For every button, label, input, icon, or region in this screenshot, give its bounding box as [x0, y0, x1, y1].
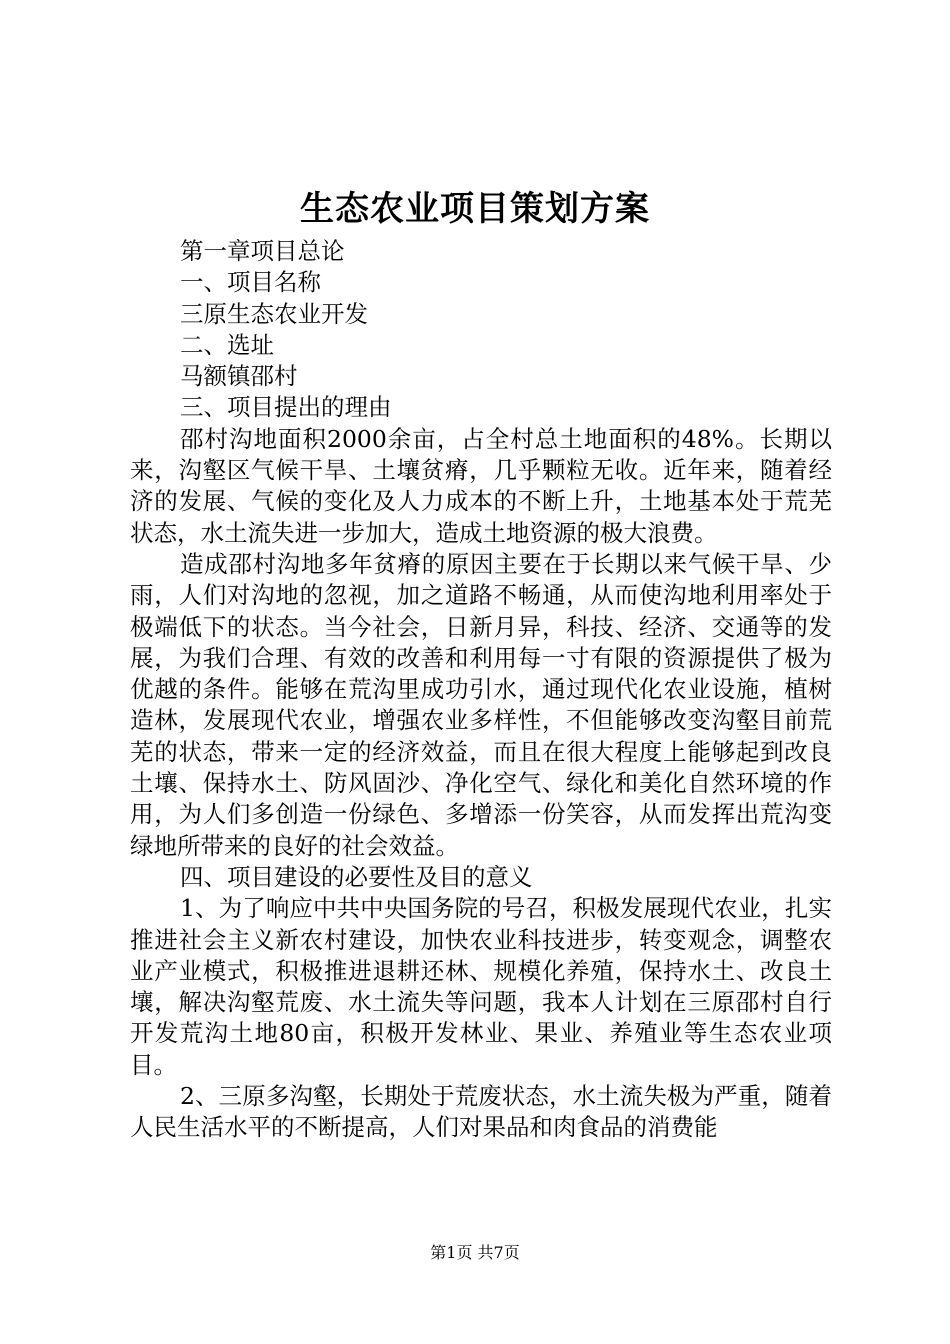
- section-heading-reason: 三、项目提出的理由: [180, 393, 392, 422]
- project-name-text: 三原生态农业开发: [180, 299, 368, 328]
- chapter-heading: 第一章项目总论: [180, 237, 345, 265]
- document-title: 生态农业项目策划方案: [300, 189, 650, 229]
- section-heading-project-name: 一、项目名称: [180, 268, 321, 297]
- page-footer: 第1页 共7页: [430, 1243, 520, 1262]
- paragraph-reason-1: 邵村沟地面积2000余亩，占全村总土地面积的48%。长期以来，沟壑区气候干旱、土壤贫瘠，几乎颗粒无收。近年来，随着经济的发展、气候的变化及人力成本的不断上升，土地基本处于荒芜状态，水土流失进一步加大，造成土地资源的极大浪费。: [130, 424, 832, 547]
- location-text: 马额镇邵村: [180, 362, 298, 391]
- section-heading-necessity: 四、项目建设的必要性及目的意义: [180, 862, 533, 891]
- paragraph-necessity-1: 1、为了响应中共中央国务院的号召，积极发展现代农业，扎实推进社会主义新农村建设，加快农业科技进步，转变观念，调整农业产业模式，积极推进退耕还林、规模化养殖，保持水土、改良土壤，解决沟壑荒废、水土流失等问题，我本人计划在三原邵村自行开发荒沟土地80亩，积极开发林业、果业、养殖业等生态农业项目。: [130, 894, 832, 1079]
- paragraph-reason-2: 造成邵村沟地多年贫瘠的原因主要在于长期以来气候干旱、少雨，人们对沟地的忽视，加之道路不畅通，从而使沟地利用率处于极端低下的状态。当今社会，日新月异，科技、经济、交通等的发展，为我们合理、有效的改善和利用每一寸有限的资源提供了极为优越的条件。能够在荒沟里成功引水，通过现代化农业设施，植树造林，发展现代农业，增强农业多样性，不但能够改变沟壑目前荒芜的状态，带来一定的经济效益，而且在很大程度上能够起到改良土壤、保持水土、防风固沙、净化空气、绿化和美化自然环境的作用，为人们多创造一份绿色、多增添一份笑容，从而发挥出荒沟变绿地所带来的良好的社会效益。: [130, 549, 832, 860]
- document-body: [130, 236, 832, 1144]
- paragraph-necessity-2: 2、三原多沟壑，长期处于荒废状态，水土流失极为严重，随着人民生活水平的不断提高，人们对果品和肉食品的消费能: [130, 1082, 832, 1142]
- section-heading-location: 二、选址: [180, 330, 274, 359]
